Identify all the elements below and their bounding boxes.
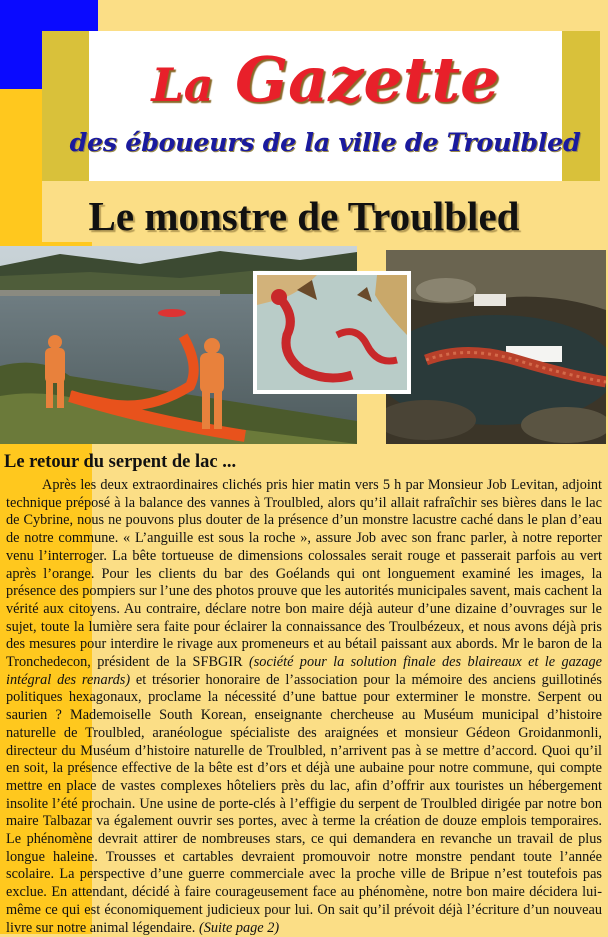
headline: Le monstre de Troulbled (88, 193, 520, 239)
article-italic-1: (société pour la solution finale des blaireaux et le gazage intégral des renards) (6, 654, 602, 688)
masthead-subtitle: des éboueurs de la ville de Troulbled (69, 128, 581, 158)
decor-olive-block-left (42, 31, 89, 181)
decor-blue-block-2 (0, 31, 42, 89)
photo-muddy-hose (386, 250, 606, 444)
decor-olive-block-right (562, 31, 600, 181)
section-title: Le retour du serpent de lac ... (4, 452, 237, 472)
masthead-title-la: La (151, 58, 214, 112)
photo-sea-serpent-map (253, 271, 411, 394)
article-body (6, 477, 602, 937)
article-part-2: et trésorier honoraire de l’association pour la mémoire des anciens guillotinés politiques hexagonaux, proclame la nécessité d’une battue pour exterminer le monstre. Serpent ou saurien ? Mademoiselle South Korean, enseignante chercheuse au Muséum municipal d’histoire naturelle de Troulbled, aranéologue spécialiste des araignées et monsieur Gédeon Groidanmonli, directeur du Muséum d’histoire naturelle de Troulbled, n’arrivent pas à se mettre d’accord. Quoi qu’il en soit, la présence effective de la bête est d’ors et déjà une aubaine pour notre commune, qui compte mettre en place de vastes complexes hôteliers près du lac, afin d’offrir aux touristes un hébergement insolite l’été prochain. Une usine de porte-clés à l’effigie du serpent de Troulbled dirigée par notre bon maire Talbazar va également ouvrir ses portes, avec à terme la création de douze emplois temporaires. Le phénomène devrait attirer de nombreuses stars, ce qui demandera en revanche un travail de plus longue haleine. Trousses et cartables devraient promouvoir notre monstre pendant toute l’année scolaire. La perspective d’une guerre commerciale avec la proche ville de Bripue n’est toutefois pas exclue. En attendant, décidé à faire courageusement face au phénomène, notre bon maire décidera lui-même ce qui est économiquement judicieux pour lui. On sait qu’il prévoit déjà l’écriture d’un nouveau livre sur notre animal légendaire. (6, 671, 602, 936)
article-part-1: Après les deux extraordinaires clichés pris hier matin vers 5 h par Monsieur Job Levitan, adjoint technique préposé à la balance des vannes à Troulbled, alors qu’il allait rafraîchir ses bières dans le lac de Cybrine, nous ne pouvons plus douter de la présence d’un monstre lacustre caché dans le plan d’eau de notre commune. « L’anguille est sous la roche », assure Job avec son franc parler, à notre reporter venu l’interroger. La bête tortueuse de dimensions colossales serait rouge et passerait parfois au vert après l’orange. Pour les clients du bar des Goélands qui ont longuement examiné les images, la présence des pompiers sur l’une des photos prouve que les autorités municipales savent, mais cachent la vérité aux citoyens. Au contraire, déclare notre bon maire déjà auteur d’une dizaine d’ouvrages sur le sujet, toute la lumière sera faite pour éclairer la connaissance des Troulbézeux, et nous avons déjà pris des mesures pour interdire le rivage aux promeneurs et au bétail paissant aux abords. Mr le baron de la Tronchedecon, président de la SFBGIR (6, 477, 602, 671)
masthead-title (89, 40, 562, 125)
masthead-title-gazette: Gazette (235, 43, 500, 116)
article-continued: (Suite page 2) (198, 919, 280, 936)
decor-blue-block (0, 0, 98, 31)
